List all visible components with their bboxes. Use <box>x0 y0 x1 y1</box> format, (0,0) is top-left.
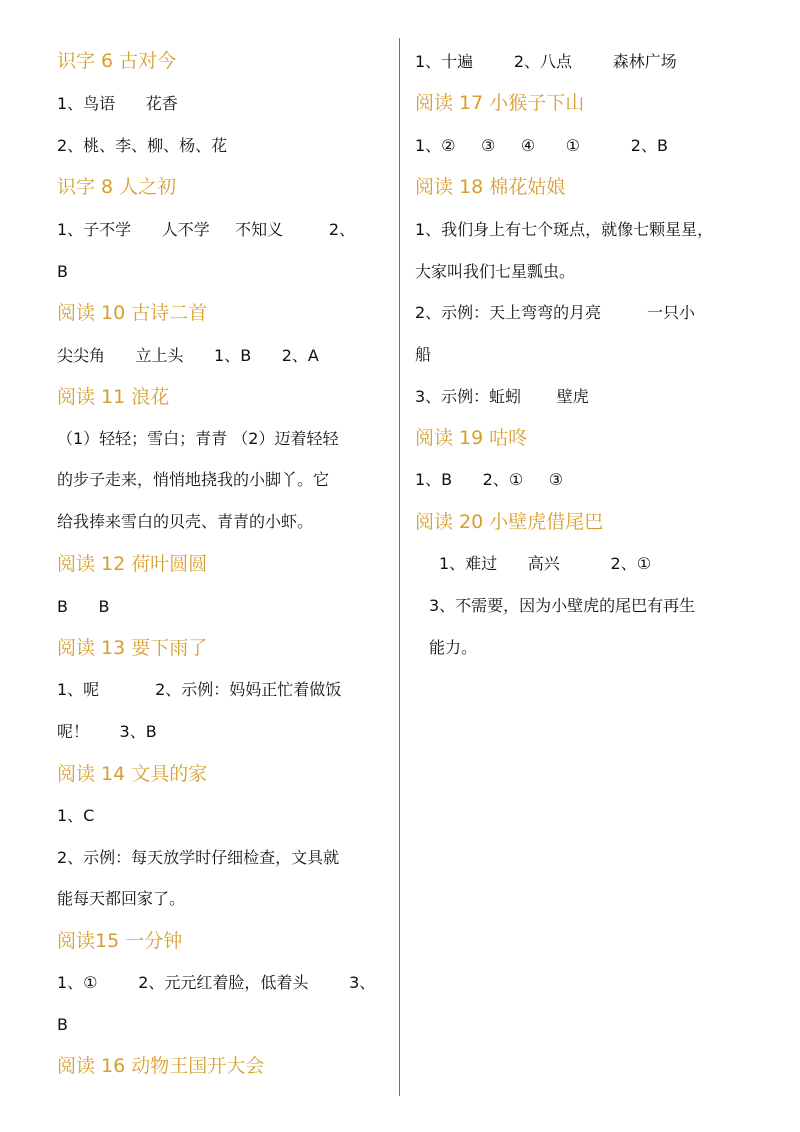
section-heading: 阅读 11 浪花 <box>57 386 170 408</box>
answer-line: 1、我们身上有七个斑点，就像七颗星星， <box>415 220 714 239</box>
answer-line: 给我捧来雪白的贝壳、青青的小虾。 <box>57 512 314 531</box>
answer-line: 1、呢 2、示例：妈妈正忙着做饭 <box>57 680 342 699</box>
section-heading: 阅读 10 古诗二首 <box>57 302 208 324</box>
answer-line: 的步子走来，悄悄地挠我的小脚丫。它 <box>57 470 330 489</box>
answer-line: 能每天都回家了。 <box>57 889 186 908</box>
answer-line: 2、示例：每天放学时仔细检查，文具就 <box>57 848 340 867</box>
answer-line: 1、鸟语 花香 <box>57 94 178 113</box>
answer-line: 1、难过 高兴 2、① <box>439 554 652 573</box>
section-heading: 阅读15 一分钟 <box>57 930 183 952</box>
answer-line: 呢！ 3、B <box>57 722 157 741</box>
answer-line: 1、B 2、① ③ <box>415 470 563 489</box>
section-heading: 阅读 17 小猴子下山 <box>415 92 585 114</box>
answer-line: 1、① 2、元元红着脸，低着头 3、 <box>57 973 376 992</box>
section-heading: 阅读 18 棉花姑娘 <box>415 176 566 198</box>
answer-line: 3、不需要，因为小壁虎的尾巴有再生 <box>429 596 696 615</box>
answer-line: 大家叫我们七星瓢虫。 <box>415 262 576 281</box>
answer-line: B B <box>57 597 110 616</box>
answer-line: 2、示例：天上弯弯的月亮 一只小 <box>415 303 695 322</box>
answer-line: 船 <box>415 345 432 364</box>
answer-line: 1、十遍 2、八点 森林广场 <box>415 52 677 71</box>
answer-line: 1、子不学 人不学 不知义 2、 <box>57 220 356 239</box>
section-heading: 阅读 19 咕咚 <box>415 427 528 449</box>
section-heading: 阅读 12 荷叶圆圆 <box>57 553 208 575</box>
section-heading: 阅读 20 小壁虎借尾巴 <box>415 511 604 533</box>
column-divider <box>399 38 400 1096</box>
section-heading: 阅读 14 文具的家 <box>57 763 208 785</box>
answer-line: B <box>57 1015 68 1034</box>
section-heading: 识字 6 古对今 <box>57 50 177 72</box>
answer-line: 1、C <box>57 806 95 825</box>
answer-line: 能力。 <box>429 638 478 657</box>
answer-line: 2、桃、李、柳、杨、花 <box>57 136 228 155</box>
answer-line: B <box>57 262 68 281</box>
section-heading: 识字 8 人之初 <box>57 176 177 198</box>
answer-line: 3、示例：蚯蚓 壁虎 <box>415 387 589 406</box>
answer-line: （1）轻轻；雪白；青青 （2）迈着轻轻 <box>57 429 339 448</box>
answer-line: 1、② ③ ④ ① 2、B <box>415 136 668 155</box>
section-heading: 阅读 16 动物王国开大会 <box>57 1055 265 1077</box>
section-heading: 阅读 13 要下雨了 <box>57 637 208 659</box>
answer-line: 尖尖角 立上头 1、B 2、A <box>57 346 319 365</box>
